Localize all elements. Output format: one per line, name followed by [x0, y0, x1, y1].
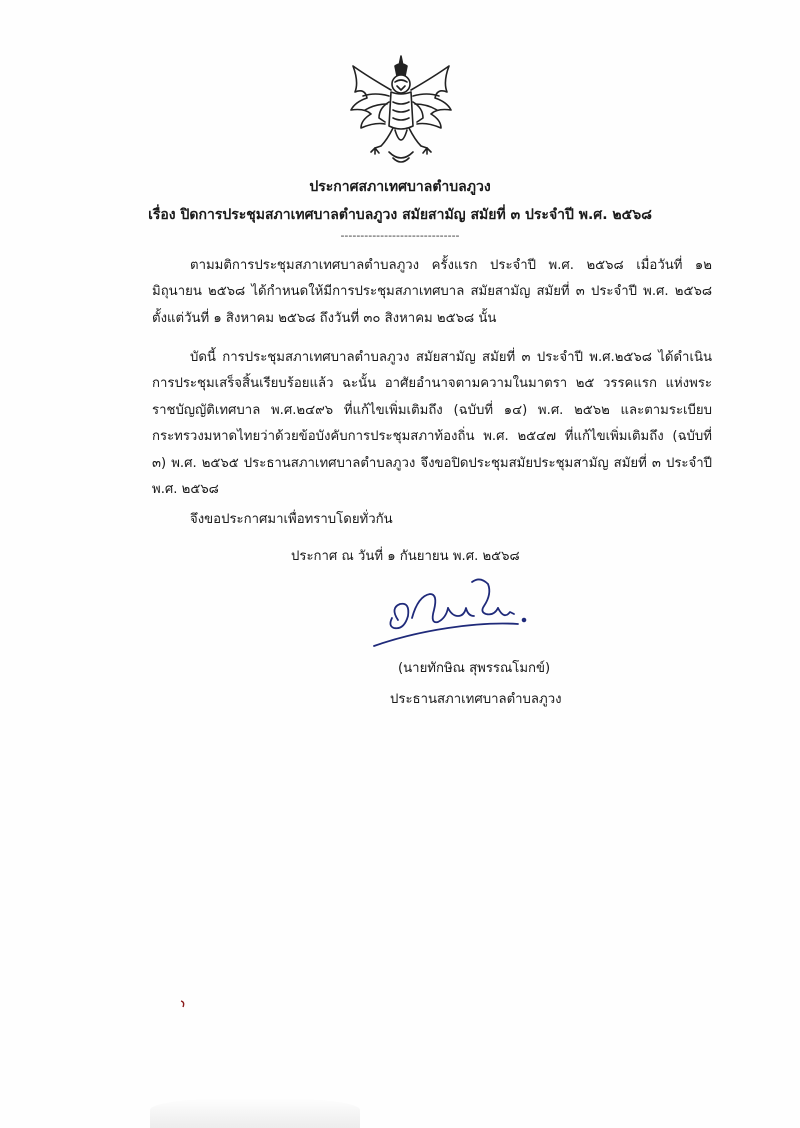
- signer-title: ประธานสภาเทศบาลตำบลภูวง: [390, 692, 562, 707]
- garuda-emblem-icon: [345, 52, 457, 170]
- stray-ink-mark: [180, 1000, 186, 1008]
- document-title: ประกาศสภาเทศบาลตำบลภูวง: [309, 179, 491, 195]
- signer-name: (นายทักษิณ สุพรรณโมกข์): [398, 661, 551, 676]
- body-paragraph-3: จึงขอประกาศมาเพื่อทราบโดยทั่วกัน: [190, 512, 393, 527]
- document-subject: เรื่อง ปิดการประชุมสภาเทศบาลตำบลภูวง สมัยสามัญ สมัยที่ ๓ ประจำปี พ.ศ. ๒๕๖๘: [148, 207, 652, 223]
- announce-date: ประกาศ ณ วันที่ ๑ กันยายน พ.ศ. ๒๕๖๘: [291, 549, 520, 564]
- body-paragraph-2: บัดนี้ การประชุมสภาเทศบาลตำบลภูวง สมัยสามัญ สมัยที่ ๓ ประจำปี พ.ศ.๒๕๖๘ ได้ดำเนินการประชุมเสร็จสิ้นเรียบร้อยแล้ว ฉะนั้น อาศัยอำนาจตามความในมาตรา ๒๕ วรรคแรก แห่งพระราชบัญญัติเทศบาล พ.ศ.๒๔๙๖ ที่แก้ไขเพิ่มเติมถึง (ฉบับที่ ๑๔) พ.ศ. ๒๕๖๒ และตามระเบียบกระทรวงมหาดไทยว่าด้วยข้อบังคับการประชุมสภาท้องถิ่น พ.ศ. ๒๕๔๗ ที่แก้ไขเพิ่มเติมถึง (ฉบับที่ ๓) พ.ศ. ๒๕๖๕ ประธานสภาเทศบาลตำบลภูวง จึงขอปิดประชุมสมัยประชุมสามัญ สมัยที่ ๓ ประจำปี พ.ศ. ๒๕๖๘: [152, 350, 712, 498]
- handwritten-signature-icon: [368, 572, 538, 652]
- body-paragraph-1: ตามมติการประชุมสภาเทศบาลตำบลภูวง ครั้งแรก ประจำปี พ.ศ. ๒๕๖๘ เมื่อวันที่ ๑๒ มิถุนายน ๒๕๖๘ ได้กำหนดให้มีการประชุมสภาเทศบาล สมัยสามัญ สมัยที่ ๓ ประจำปี พ.ศ. ๒๕๖๘ ตั้งแต่วันที่ ๑ สิงหาคม ๒๕๖๘ ถึงวันที่ ๓๐ สิงหาคม ๒๕๖๘ นั้น: [152, 258, 712, 326]
- scan-smudge: [150, 1098, 360, 1128]
- title-divider: ------------------------------: [340, 229, 460, 242]
